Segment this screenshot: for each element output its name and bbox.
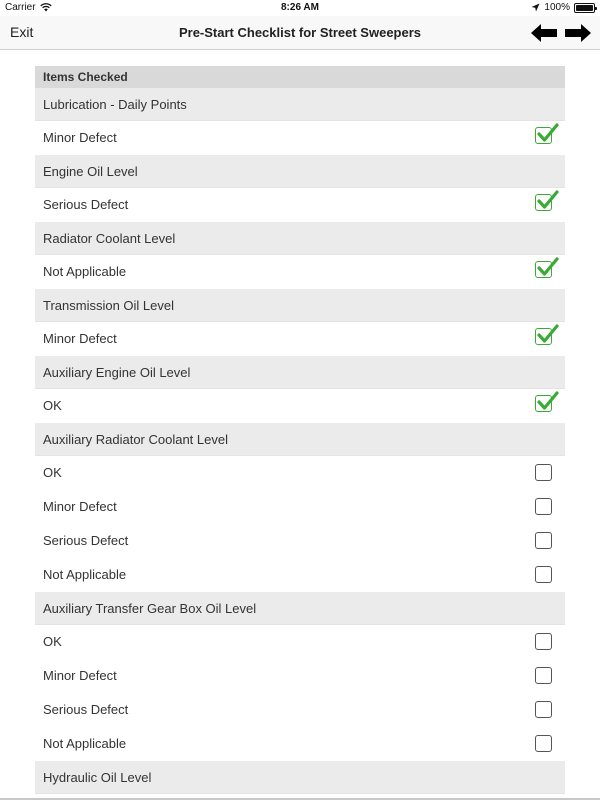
checklist-group-header: Radiator Coolant Level: [35, 222, 565, 255]
checklist-group-header: Hydraulic Oil Level: [35, 761, 565, 794]
carrier-label: Carrier: [5, 2, 36, 13]
arrow-left-icon[interactable]: [531, 24, 557, 42]
checked-checkbox-icon[interactable]: [535, 328, 552, 345]
checklist-group-header: Auxiliary Engine Oil Level: [35, 356, 565, 389]
option-label: Minor Defect: [43, 499, 117, 514]
checklist-option-row[interactable]: [35, 188, 565, 222]
checked-checkbox-icon[interactable]: [535, 395, 552, 412]
unchecked-checkbox-icon[interactable]: [535, 633, 552, 650]
checklist-option-row[interactable]: [35, 524, 565, 558]
option-label: OK: [43, 465, 62, 480]
checklist-group-header: Transmission Oil Level: [35, 289, 565, 322]
option-label: OK: [43, 398, 62, 413]
option-label: Not Applicable: [43, 567, 127, 582]
battery-percent: 100%: [544, 2, 570, 13]
unchecked-checkbox-icon[interactable]: [535, 701, 552, 718]
unchecked-checkbox-icon[interactable]: [535, 498, 552, 515]
checklist-option-row[interactable]: [35, 490, 565, 524]
checklist-option-row[interactable]: [35, 456, 565, 490]
unchecked-checkbox-icon[interactable]: [535, 667, 552, 684]
checked-checkbox-icon[interactable]: [535, 194, 552, 211]
checklist-option-row[interactable]: [35, 727, 565, 761]
checklist-group-header: Auxiliary Transfer Gear Box Oil Level: [35, 592, 565, 625]
status-right: [531, 2, 595, 13]
checklist-option-row[interactable]: [35, 659, 565, 693]
checkmark-icon: [535, 256, 559, 280]
unchecked-checkbox-icon[interactable]: [535, 464, 552, 481]
checklist-option-row[interactable]: [35, 255, 565, 289]
checklist-option-row[interactable]: [35, 558, 565, 592]
status-bar: [0, 0, 600, 16]
checkmark-icon: [535, 323, 559, 347]
checklist-option-row[interactable]: [35, 693, 565, 727]
checked-checkbox-icon[interactable]: [535, 127, 552, 144]
option-label: OK: [43, 634, 62, 649]
checklist-group-header: Auxiliary Radiator Coolant Level: [35, 423, 565, 456]
option-label: Serious Defect: [43, 702, 129, 717]
section-header: Items Checked: [35, 66, 565, 88]
checklist-option-row[interactable]: [35, 625, 565, 659]
checkmark-icon: [535, 122, 559, 146]
exit-button[interactable]: Exit: [10, 24, 34, 40]
battery-icon: [574, 3, 595, 13]
arrow-right-icon[interactable]: [565, 24, 591, 42]
option-label: Not Applicable: [43, 264, 127, 279]
checklist-option-row[interactable]: [35, 389, 565, 423]
checkmark-icon: [535, 390, 559, 414]
checklist-option-row[interactable]: [35, 121, 565, 155]
option-label: Minor Defect: [43, 331, 117, 346]
checklist-option-row[interactable]: [35, 322, 565, 356]
checkmark-icon: [535, 189, 559, 213]
checked-checkbox-icon[interactable]: [535, 261, 552, 278]
status-time: 8:26 AM: [281, 2, 319, 13]
navigation-bar: [0, 16, 600, 50]
unchecked-checkbox-icon[interactable]: [535, 735, 552, 752]
option-label: Serious Defect: [43, 197, 129, 212]
option-label: Not Applicable: [43, 736, 127, 751]
checklist: [35, 66, 565, 794]
checklist-group-header: Engine Oil Level: [35, 155, 565, 188]
checklist-group-header: Lubrication - Daily Points: [35, 88, 565, 121]
unchecked-checkbox-icon[interactable]: [535, 532, 552, 549]
page-title: Pre-Start Checklist for Street Sweepers: [178, 25, 422, 40]
unchecked-checkbox-icon[interactable]: [535, 566, 552, 583]
location-arrow-icon: [531, 3, 540, 12]
option-label: Serious Defect: [43, 533, 129, 548]
option-label: Minor Defect: [43, 130, 117, 145]
option-label: Minor Defect: [43, 668, 117, 683]
